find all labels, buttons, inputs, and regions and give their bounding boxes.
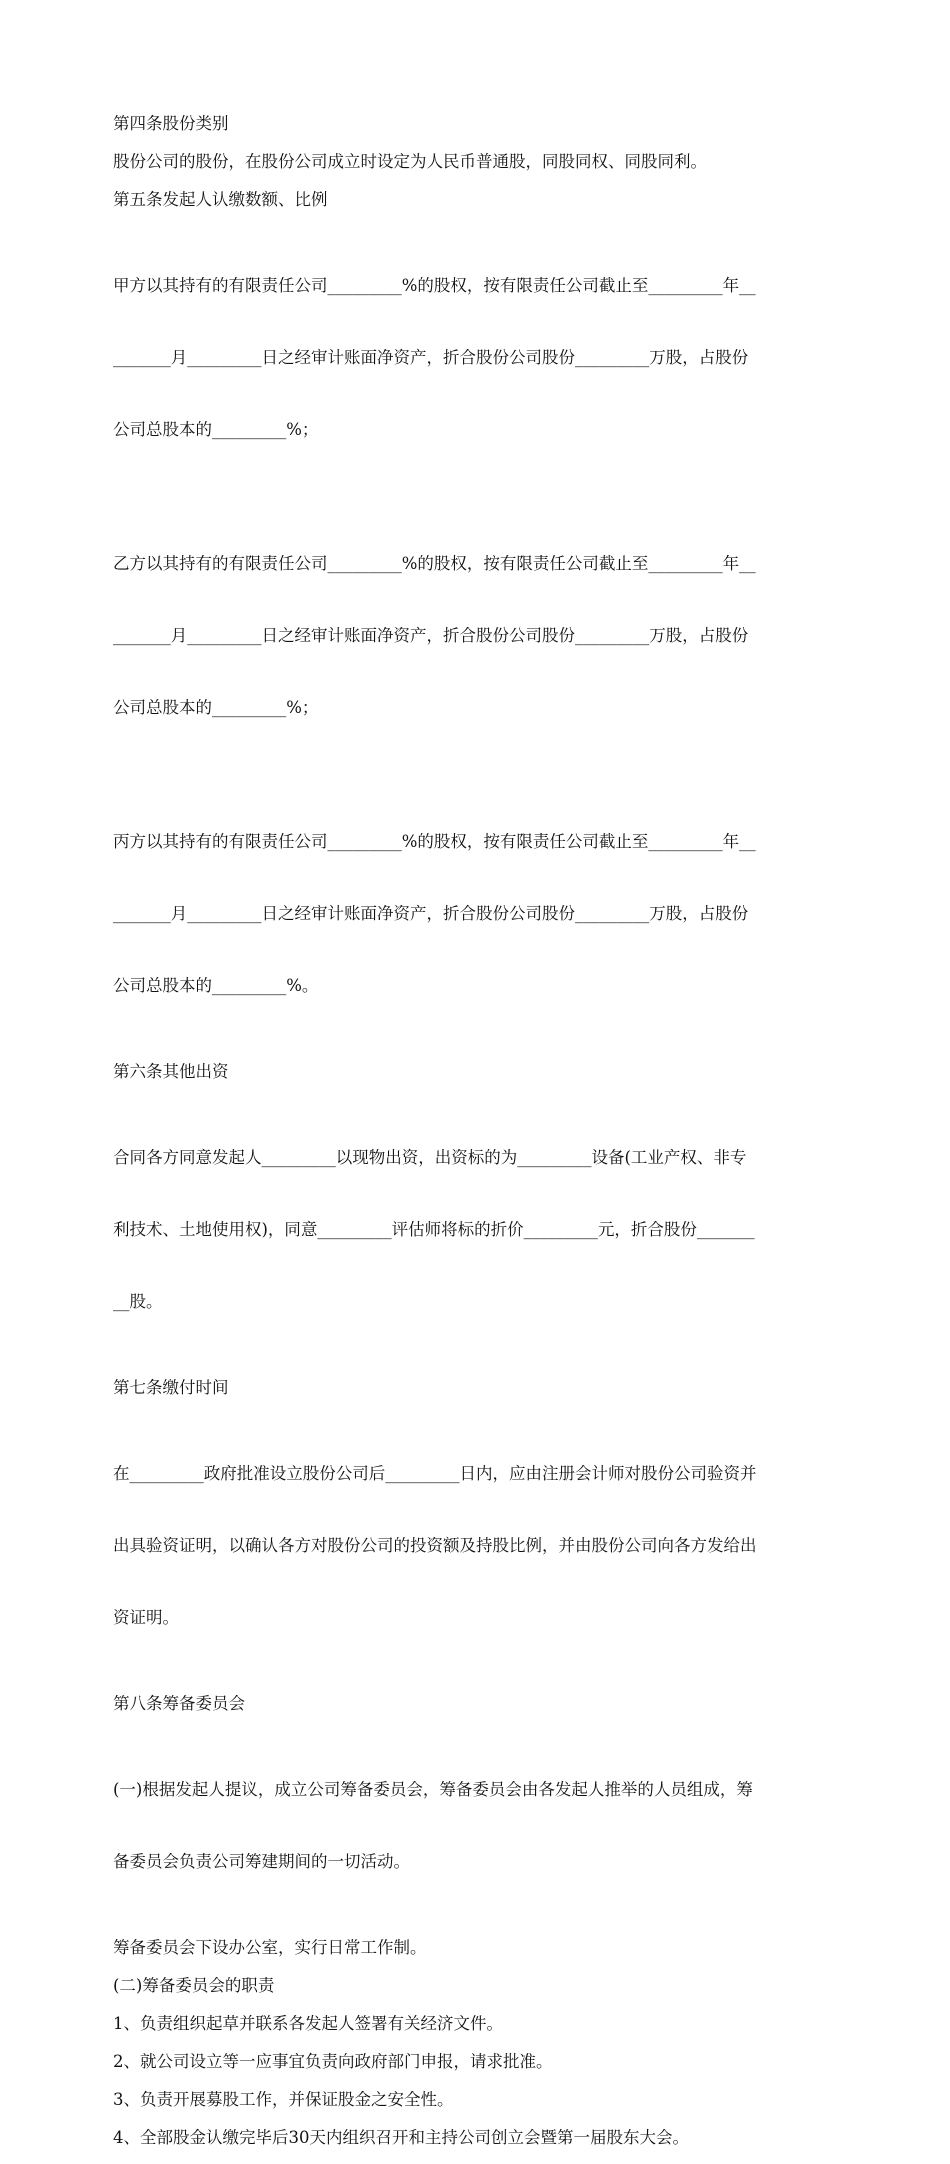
article-8-item-2 xyxy=(113,1974,838,1998)
text-line: _______月_________日之经审计账面净资产，折合股份公司股份_________万股，占股份 xyxy=(113,904,749,923)
duty-item-1 xyxy=(113,2012,838,2036)
article-6-heading xyxy=(113,1060,838,1084)
article-5-party-a xyxy=(113,226,838,490)
article-8-item-1 xyxy=(113,1730,838,1922)
document-page xyxy=(113,112,838,2164)
text-line: 资证明。 xyxy=(113,1608,179,1627)
text-line: 第七条缴付时间 xyxy=(113,1378,229,1397)
text-line: 丙方以其持有的有限责任公司_________%的股权，按有限责任公司截止至_________年__ xyxy=(113,832,756,851)
duty-item-4 xyxy=(113,2126,838,2150)
article-5-party-b xyxy=(113,504,838,768)
text-line: 筹备委员会下设办公室，实行日常工作制。 xyxy=(113,1938,427,1957)
text-line: 公司总股本的_________%； xyxy=(113,420,319,439)
text-line: 合同各方同意发起人_________以现物出资，出资标的为_________设备(工业产权、非专 xyxy=(113,1148,747,1167)
article-8-office xyxy=(113,1936,838,1960)
text-line: (一)根据发起人提议，成立公司筹备委员会，筹备委员会由各发起人推举的人员组成，筹 xyxy=(113,1780,753,1799)
article-5-party-c xyxy=(113,782,838,1046)
text-line: 第六条其他出资 xyxy=(113,1062,229,1081)
text-line: 在_________政府批准设立股份公司后_________日内，应由注册会计师对股份公司验资并 xyxy=(113,1464,757,1483)
article-7-body xyxy=(113,1414,838,1678)
text-line: (二)筹备委员会的职责 xyxy=(113,1976,275,1995)
article-4-heading xyxy=(113,112,838,136)
text-line: 3、负责开展募股工作，并保证股金之安全性。 xyxy=(113,2090,454,2109)
article-5-heading xyxy=(113,188,838,212)
article-6-body xyxy=(113,1098,838,1362)
text-line: _______月_________日之经审计账面净资产，折合股份公司股份_________万股，占股份 xyxy=(113,348,749,367)
text-line: 股份公司的股份，在股份公司成立时设定为人民币普通股，同股同权、同股同利。 xyxy=(113,152,707,171)
text-line: 乙方以其持有的有限责任公司_________%的股权，按有限责任公司截止至_________年__ xyxy=(113,554,756,573)
text-line: _______月_________日之经审计账面净资产，折合股份公司股份_________万股，占股份 xyxy=(113,626,749,645)
text-line: 4、全部股金认缴完毕后30天内组织召开和主持公司创立会暨第一届股东大会。 xyxy=(113,2128,689,2147)
text-line: 1、负责组织起草并联系各发起人签署有关经济文件。 xyxy=(113,2014,503,2033)
text-line: 第八条筹备委员会 xyxy=(113,1694,245,1713)
text-line: __股。 xyxy=(113,1292,163,1311)
article-8-heading xyxy=(113,1692,838,1716)
text-line: 备委员会负责公司筹建期间的一切活动。 xyxy=(113,1852,410,1871)
text-line: 甲方以其持有的有限责任公司_________%的股权，按有限责任公司截止至_________年__ xyxy=(113,276,756,295)
text-line: 公司总股本的_________%。 xyxy=(113,976,319,995)
text-line: 2、就公司设立等一应事宜负责向政府部门申报，请求批准。 xyxy=(113,2052,553,2071)
text-line: 公司总股本的_________%； xyxy=(113,698,319,717)
text-line: 利技术、土地使用权)，同意_________评估师将标的折价_________元，折合股份_______ xyxy=(113,1220,755,1239)
article-4-body xyxy=(113,150,838,174)
text-line: 出具验资证明，以确认各方对股份公司的投资额及持股比例，并由股份公司向各方发给出 xyxy=(113,1536,757,1555)
article-7-heading xyxy=(113,1376,838,1400)
duty-item-3 xyxy=(113,2088,838,2112)
duty-item-2 xyxy=(113,2050,838,2074)
text-line: 第五条发起人认缴数额、比例 xyxy=(113,190,328,209)
text-line: 第四条股份类别 xyxy=(113,114,229,133)
